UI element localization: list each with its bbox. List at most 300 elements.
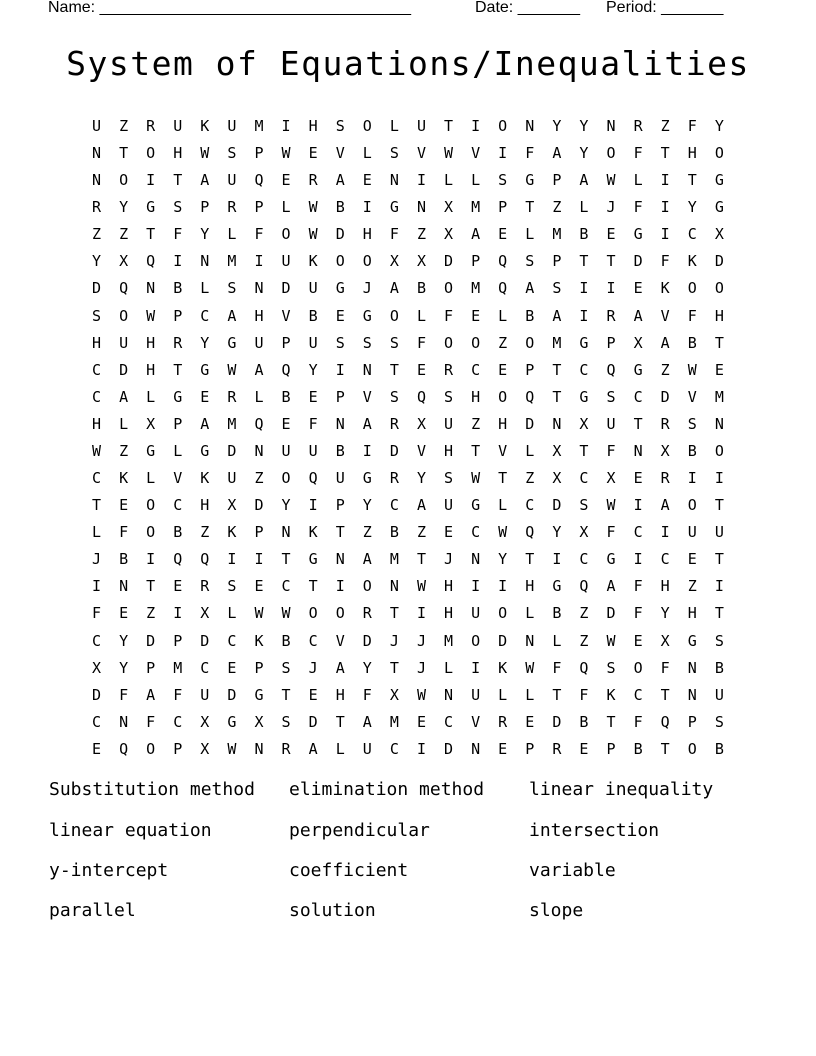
grid-letter: G — [146, 441, 156, 460]
grid-letter: O — [146, 523, 156, 542]
grid-letter: T — [606, 712, 616, 731]
grid-letter: P — [281, 333, 291, 352]
grid-letter: R — [498, 712, 508, 731]
grid-letter: A — [471, 225, 481, 244]
grid-letter: G — [254, 685, 264, 704]
grid-letter: A — [606, 577, 616, 596]
grid-letter: R — [389, 469, 399, 488]
grid-letter: P — [173, 631, 183, 650]
grid-letter: L — [254, 387, 264, 406]
grid-row — [83, 384, 733, 411]
grid-letter: D — [227, 685, 237, 704]
grid-letter: O — [498, 387, 508, 406]
grid-letter: A — [335, 658, 345, 677]
grid-letter: D — [308, 712, 318, 731]
grid-letter: D — [389, 441, 399, 460]
grid-letter: N — [606, 117, 616, 135]
grid-letter: N — [444, 685, 454, 704]
grid-letter: Z — [254, 469, 264, 488]
grid-letter: T — [552, 685, 562, 704]
grid-letter: E — [281, 171, 291, 190]
grid-letter: F — [444, 306, 454, 325]
grid-letter: Y — [579, 117, 589, 135]
grid-letter: I — [362, 441, 372, 460]
grid-letter: Y — [714, 117, 724, 135]
grid-letter: I — [660, 523, 670, 542]
grid-letter: M — [444, 631, 454, 650]
grid-letter: I — [498, 577, 508, 596]
grid-letter: X — [579, 523, 589, 542]
grid-letter: O — [714, 279, 724, 298]
grid-letter: B — [633, 739, 643, 758]
grid-letter: A — [227, 306, 237, 325]
grid-letter: B — [173, 279, 183, 298]
grid-letter: S — [444, 469, 454, 488]
grid-letter: O — [444, 333, 454, 352]
word-search-grid — [83, 113, 733, 763]
grid-letter: R — [91, 198, 102, 217]
grid-letter: T — [335, 523, 345, 542]
grid-letter: F — [687, 117, 697, 135]
grid-letter: C — [633, 523, 643, 542]
grid-letter: C — [389, 739, 399, 758]
grid-letter: Q — [525, 523, 535, 542]
grid-letter: W — [606, 171, 616, 190]
grid-letter: T — [525, 550, 535, 569]
grid-letter: Z — [119, 441, 129, 460]
grid-letter: M — [389, 550, 399, 569]
grid-letter: P — [254, 198, 264, 217]
grid-letter: G — [200, 360, 210, 379]
grid-letter: N — [200, 252, 210, 271]
grid-letter: W — [471, 469, 481, 488]
grid-letter: M — [227, 252, 237, 271]
grid-letter: F — [389, 225, 399, 244]
grid-letter: F — [687, 306, 697, 325]
grid-letter: E — [687, 550, 697, 569]
grid-letter: W — [281, 604, 291, 623]
grid-letter: T — [416, 550, 426, 569]
grid-letter: H — [146, 360, 156, 379]
grid-letter: Q — [498, 252, 508, 271]
grid-letter: F — [173, 225, 183, 244]
grid-letter: T — [335, 712, 345, 731]
grid-letter: I — [146, 550, 156, 569]
grid-letter: Z — [146, 604, 156, 623]
grid-letter: G — [227, 333, 237, 352]
grid-letter: E — [227, 658, 237, 677]
grid-letter: Z — [91, 225, 102, 244]
grid-letter: Y — [687, 198, 697, 217]
grid-letter: I — [471, 117, 481, 135]
grid-letter: U — [308, 441, 318, 460]
grid-letter: I — [471, 577, 481, 596]
grid-letter: Z — [660, 117, 670, 135]
grid-letter: J — [362, 279, 372, 298]
grid-letter: H — [146, 333, 156, 352]
grid-letter: W — [416, 577, 426, 596]
grid-row — [83, 140, 733, 167]
grid-letter: E — [200, 387, 210, 406]
grid-letter: S — [525, 252, 535, 271]
grid-letter: T — [606, 252, 616, 271]
grid-letter: N — [389, 577, 399, 596]
grid-letter: K — [308, 252, 318, 271]
grid-letter: G — [525, 171, 535, 190]
grid-letter: E — [91, 739, 102, 758]
grid-letter: B — [525, 306, 535, 325]
grid-letter: N — [471, 739, 481, 758]
grid-letter: Y — [119, 658, 129, 677]
grid-letter: L — [389, 117, 399, 135]
grid-letter: D — [552, 496, 562, 515]
grid-letter: E — [416, 712, 426, 731]
grid-row — [83, 275, 733, 302]
grid-letter: F — [91, 604, 102, 623]
grid-letter: U — [91, 117, 102, 135]
grid-letter: H — [200, 496, 210, 515]
grid-letter: Z — [579, 604, 589, 623]
grid-letter: I — [335, 360, 345, 379]
grid-letter: X — [416, 414, 426, 433]
grid-letter: Q — [200, 550, 210, 569]
grid-letter: J — [389, 631, 399, 650]
word-bank-item: parallel — [49, 900, 136, 921]
grid-letter: L — [281, 198, 291, 217]
grid-letter: P — [200, 198, 210, 217]
grid-letter: N — [633, 441, 643, 460]
grid-letter: F — [308, 414, 318, 433]
grid-letter: F — [119, 523, 129, 542]
grid-letter: I — [416, 171, 426, 190]
grid-letter: F — [146, 712, 156, 731]
grid-letter: I — [552, 550, 562, 569]
grid-letter: L — [525, 225, 535, 244]
grid-letter: V — [687, 387, 697, 406]
grid-letter: H — [660, 577, 670, 596]
grid-letter: J — [416, 658, 426, 677]
grid-letter: N — [119, 712, 129, 731]
grid-letter: T — [91, 496, 102, 515]
grid-letter: H — [687, 604, 697, 623]
grid-letter: X — [552, 469, 562, 488]
grid-letter: L — [444, 171, 454, 190]
grid-letter: Y — [119, 198, 129, 217]
grid-letter: C — [91, 712, 102, 731]
grid-letter: Y — [362, 658, 372, 677]
word-bank-item: intersection — [529, 820, 660, 841]
grid-letter: S — [281, 712, 291, 731]
grid-letter: H — [254, 306, 264, 325]
grid-letter: N — [525, 117, 535, 135]
grid-letter: A — [308, 739, 318, 758]
grid-letter: I — [633, 550, 643, 569]
grid-row — [83, 330, 733, 357]
grid-letter: W — [687, 360, 697, 379]
grid-letter: K — [119, 469, 129, 488]
grid-letter: E — [335, 306, 345, 325]
grid-letter: U — [606, 414, 616, 433]
grid-letter: N — [714, 414, 724, 433]
grid-letter: C — [91, 631, 102, 650]
grid-letter: P — [471, 252, 481, 271]
grid-letter: N — [335, 550, 345, 569]
grid-letter: L — [633, 171, 643, 190]
grid-letter: H — [444, 604, 454, 623]
grid-letter: I — [498, 144, 508, 163]
grid-letter: P — [335, 496, 345, 515]
grid-letter: T — [552, 360, 562, 379]
grid-letter: N — [552, 414, 562, 433]
grid-letter: A — [579, 171, 589, 190]
date-field-label: Date: _______ — [475, 0, 580, 16]
grid-letter: G — [579, 387, 589, 406]
grid-letter: E — [444, 523, 454, 542]
grid-letter: Y — [552, 523, 562, 542]
grid-letter: U — [227, 117, 237, 135]
grid-letter: R — [389, 414, 399, 433]
grid-letter: L — [525, 685, 535, 704]
grid-letter: G — [606, 550, 616, 569]
grid-letter: P — [606, 739, 616, 758]
grid-letter: G — [362, 469, 372, 488]
grid-letter: O — [606, 144, 616, 163]
grid-letter: Y — [91, 252, 102, 271]
grid-letter: X — [714, 225, 724, 244]
grid-letter: O — [471, 631, 481, 650]
grid-letter: S — [687, 414, 697, 433]
grid-letter: E — [119, 496, 129, 515]
grid-letter: H — [362, 225, 372, 244]
grid-letter: I — [416, 739, 426, 758]
grid-letter: G — [362, 306, 372, 325]
grid-letter: N — [471, 550, 481, 569]
grid-row — [83, 303, 733, 330]
grid-letter: E — [498, 739, 508, 758]
grid-letter: Y — [200, 225, 210, 244]
grid-letter: R — [660, 414, 670, 433]
grid-letter: O — [471, 333, 481, 352]
grid-letter: F — [579, 685, 589, 704]
grid-letter: X — [606, 469, 616, 488]
grid-letter: T — [444, 117, 454, 135]
grid-letter: L — [471, 171, 481, 190]
grid-letter: Y — [200, 333, 210, 352]
grid-letter: N — [91, 171, 102, 190]
grid-letter: P — [173, 739, 183, 758]
grid-letter: O — [308, 604, 318, 623]
grid-letter: H — [173, 144, 183, 163]
grid-letter: D — [444, 739, 454, 758]
grid-letter: S — [606, 658, 616, 677]
grid-letter: G — [173, 387, 183, 406]
grid-letter: R — [444, 360, 454, 379]
grid-letter: D — [119, 360, 129, 379]
grid-letter: L — [525, 604, 535, 623]
grid-letter: E — [579, 739, 589, 758]
grid-letter: G — [552, 577, 562, 596]
grid-letter: X — [444, 198, 454, 217]
grid-letter: H — [308, 117, 318, 135]
grid-letter: E — [173, 577, 183, 596]
grid-letter: U — [200, 685, 210, 704]
grid-letter: T — [308, 577, 318, 596]
grid-letter: P — [606, 333, 616, 352]
grid-letter: A — [416, 496, 426, 515]
grid-letter: D — [498, 631, 508, 650]
grid-letter: U — [308, 333, 318, 352]
grid-letter: A — [362, 550, 372, 569]
grid-letter: X — [416, 252, 426, 271]
grid-letter: U — [416, 117, 426, 135]
grid-letter: U — [227, 171, 237, 190]
grid-letter: I — [660, 225, 670, 244]
grid-letter: X — [200, 604, 210, 623]
grid-letter: S — [606, 387, 616, 406]
grid-letter: X — [200, 739, 210, 758]
grid-letter: S — [389, 387, 399, 406]
grid-letter: F — [119, 685, 129, 704]
grid-letter: T — [660, 144, 670, 163]
grid-letter: S — [362, 333, 372, 352]
grid-letter: H — [714, 306, 724, 325]
grid-letter: O — [281, 469, 291, 488]
grid-letter: C — [281, 577, 291, 596]
grid-letter: Q — [173, 550, 183, 569]
grid-letter: E — [416, 360, 426, 379]
grid-letter: E — [498, 360, 508, 379]
grid-letter: X — [389, 685, 399, 704]
grid-letter: P — [498, 198, 508, 217]
grid-letter: M — [471, 198, 481, 217]
grid-letter: C — [227, 631, 237, 650]
grid-row — [83, 546, 733, 573]
grid-letter: X — [227, 496, 237, 515]
grid-letter: U — [173, 117, 183, 135]
grid-letter: C — [308, 631, 318, 650]
grid-letter: S — [335, 333, 345, 352]
grid-letter: O — [633, 658, 643, 677]
grid-letter: J — [444, 550, 454, 569]
word-bank-item: Substitution method — [49, 779, 255, 800]
grid-letter: R — [606, 306, 616, 325]
grid-letter: T — [471, 441, 481, 460]
period-field-label: Period: _______ — [606, 0, 724, 16]
grid-row — [83, 357, 733, 384]
grid-letter: T — [633, 414, 643, 433]
grid-letter: A — [254, 360, 264, 379]
grid-letter: M — [227, 414, 237, 433]
grid-letter: F — [633, 144, 643, 163]
grid-letter: T — [281, 550, 291, 569]
grid-letter: E — [362, 171, 372, 190]
grid-letter: M — [389, 712, 399, 731]
grid-letter: X — [254, 712, 264, 731]
grid-letter: E — [498, 225, 508, 244]
grid-letter: Y — [552, 117, 562, 135]
grid-letter: O — [714, 144, 724, 163]
grid-letter: Z — [416, 225, 426, 244]
grid-row — [83, 655, 733, 682]
grid-letter: B — [579, 225, 589, 244]
grid-letter: G — [471, 496, 481, 515]
grid-letter: W — [281, 144, 291, 163]
grid-letter: C — [687, 225, 697, 244]
word-bank-item: solution — [289, 900, 376, 921]
grid-letter: Y — [498, 550, 508, 569]
grid-letter: Y — [308, 360, 318, 379]
grid-letter: Q — [281, 360, 291, 379]
grid-letter: B — [119, 550, 129, 569]
grid-letter: V — [281, 306, 291, 325]
grid-letter: G — [714, 198, 724, 217]
grid-row — [83, 492, 733, 519]
grid-letter: U — [444, 496, 454, 515]
grid-letter: I — [91, 577, 102, 596]
grid-letter: Q — [416, 387, 426, 406]
grid-letter: K — [660, 279, 670, 298]
grid-letter: X — [633, 333, 643, 352]
grid-letter: F — [552, 658, 562, 677]
grid-letter: E — [633, 279, 643, 298]
grid-letter: Y — [416, 469, 426, 488]
grid-letter: T — [173, 171, 183, 190]
grid-letter: G — [389, 198, 399, 217]
grid-letter: Q — [525, 387, 535, 406]
grid-letter: L — [91, 523, 102, 542]
grid-letter: O — [281, 225, 291, 244]
grid-letter: C — [579, 469, 589, 488]
grid-letter: C — [91, 469, 102, 488]
grid-letter: J — [91, 550, 102, 569]
grid-letter: N — [254, 739, 264, 758]
grid-letter: B — [687, 333, 697, 352]
grid-letter: B — [714, 658, 724, 677]
grid-letter: T — [389, 604, 399, 623]
grid-letter: W — [498, 523, 508, 542]
grid-letter: I — [173, 604, 183, 623]
grid-letter: D — [660, 387, 670, 406]
grid-letter: X — [660, 631, 670, 650]
grid-letter: R — [227, 387, 237, 406]
grid-row — [83, 248, 733, 275]
grid-letter: Y — [281, 496, 291, 515]
grid-letter: Z — [579, 631, 589, 650]
grid-letter: Z — [119, 117, 129, 135]
word-bank-item: linear equation — [49, 820, 212, 841]
grid-letter: I — [335, 577, 345, 596]
grid-letter: D — [146, 631, 156, 650]
grid-letter: O — [525, 333, 535, 352]
grid-letter: Z — [498, 333, 508, 352]
grid-row — [83, 221, 733, 248]
grid-letter: H — [687, 144, 697, 163]
grid-letter: O — [119, 306, 129, 325]
grid-letter: T — [714, 604, 724, 623]
grid-letter: T — [579, 441, 589, 460]
grid-letter: T — [389, 360, 399, 379]
grid-letter: G — [687, 631, 697, 650]
header — [48, 0, 748, 21]
grid-letter: V — [416, 144, 426, 163]
grid-letter: F — [362, 685, 372, 704]
grid-letter: G — [579, 333, 589, 352]
grid-letter: R — [200, 577, 210, 596]
grid-letter: F — [660, 658, 670, 677]
grid-letter: W — [525, 658, 535, 677]
grid-letter: I — [227, 550, 237, 569]
grid-letter: B — [308, 306, 318, 325]
